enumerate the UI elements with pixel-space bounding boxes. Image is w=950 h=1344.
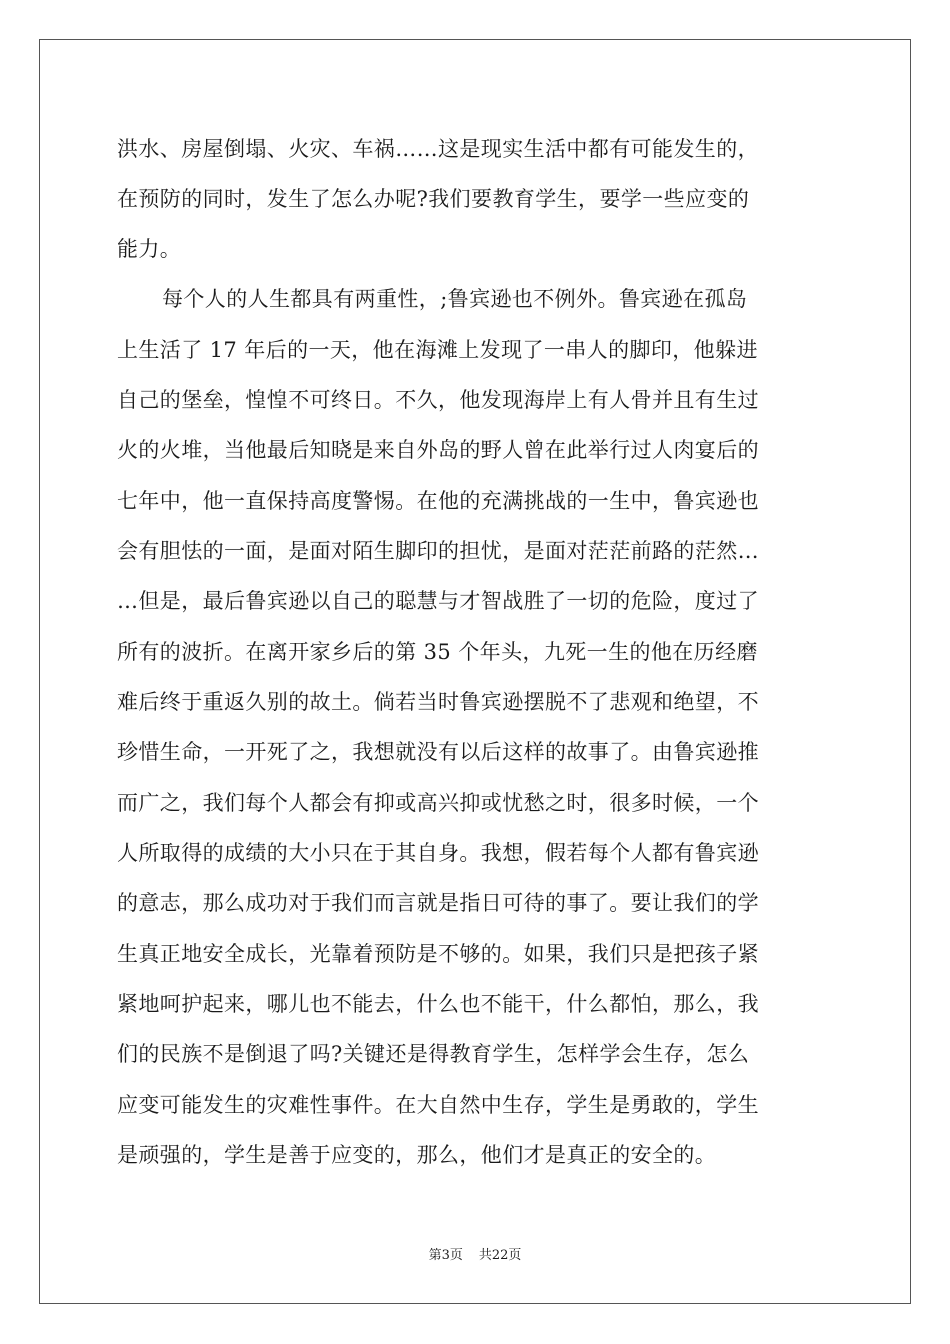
text-line: 珍惜生命，一开死了之，我想就没有以后这样的故事了。由鲁宾逊推 — [117, 740, 759, 764]
text-line: 所有的波折。在离开家乡后的第 35 个年头，九死一生的他在历经磨 — [117, 640, 758, 664]
text-line: 洪水、房屋倒塌、火灾、车祸……这是现实生活中都有可能发生的， — [117, 137, 759, 161]
text-line: 每个人的人生都具有两重性，;鲁宾逊也不例外。鲁宾逊在孤岛 — [162, 287, 748, 311]
text-line: 生真正地安全成长，光靠着预防是不够的。如果，我们只是把孩子紧 — [117, 942, 759, 966]
text-line: 的意志，那么成功对于我们而言就是指日可待的事了。要让我们的学 — [117, 891, 759, 915]
text-line: 而广之，我们每个人都会有抑或高兴抑或忧愁之时，很多时候，一个 — [117, 791, 759, 815]
text-line: 七年中，他一直保持高度警惕。在他的充满挑战的一生中，鲁宾逊也 — [117, 489, 759, 513]
text-line: 上生活了 17 年后的一天，他在海滩上发现了一串人的脚印，他躲进 — [117, 338, 758, 362]
text-line: 们的民族不是倒退了吗?关键还是得教育学生，怎样学会生存，怎么 — [117, 1042, 750, 1066]
text-line: 人所取得的成绩的大小只在于其自身。我想，假若每个人都有鲁宾逊 — [117, 841, 759, 865]
text-line: 会有胆怯的一面，是面对陌生脚印的担忧，是面对茫茫前路的茫然… — [117, 539, 759, 563]
text-line: 紧地呵护起来，哪儿也不能去，什么也不能干，什么都怕，那么，我 — [117, 992, 759, 1016]
text-line: 能力。 — [117, 237, 182, 261]
text-line: 自己的堡垒，惶惶不可终日。不久，他发现海岸上有人骨并且有生过 — [117, 388, 759, 412]
text-line: 火的火堆，当他最后知晓是来自外岛的野人曾在此举行过人肉宴后的 — [117, 438, 759, 462]
page-number: 第3页 — [428, 1248, 463, 1263]
text-line: 在预防的同时，发生了怎么办呢?我们要教育学生，要学一些应变的 — [117, 187, 750, 211]
text-line: …但是，最后鲁宾逊以自己的聪慧与才智战胜了一切的危险，度过了 — [117, 589, 759, 613]
page-footer — [0, 1248, 950, 1264]
text-line: 应变可能发生的灾难性事件。在大自然中生存，学生是勇敢的，学生 — [117, 1093, 759, 1117]
text-line: 是顽强的，学生是善于应变的，那么，他们才是真正的安全的。 — [117, 1143, 717, 1167]
page-total: 共22页 — [478, 1248, 522, 1263]
text-line: 难后终于重返久别的故土。倘若当时鲁宾逊摆脱不了悲观和绝望，不 — [117, 690, 759, 714]
